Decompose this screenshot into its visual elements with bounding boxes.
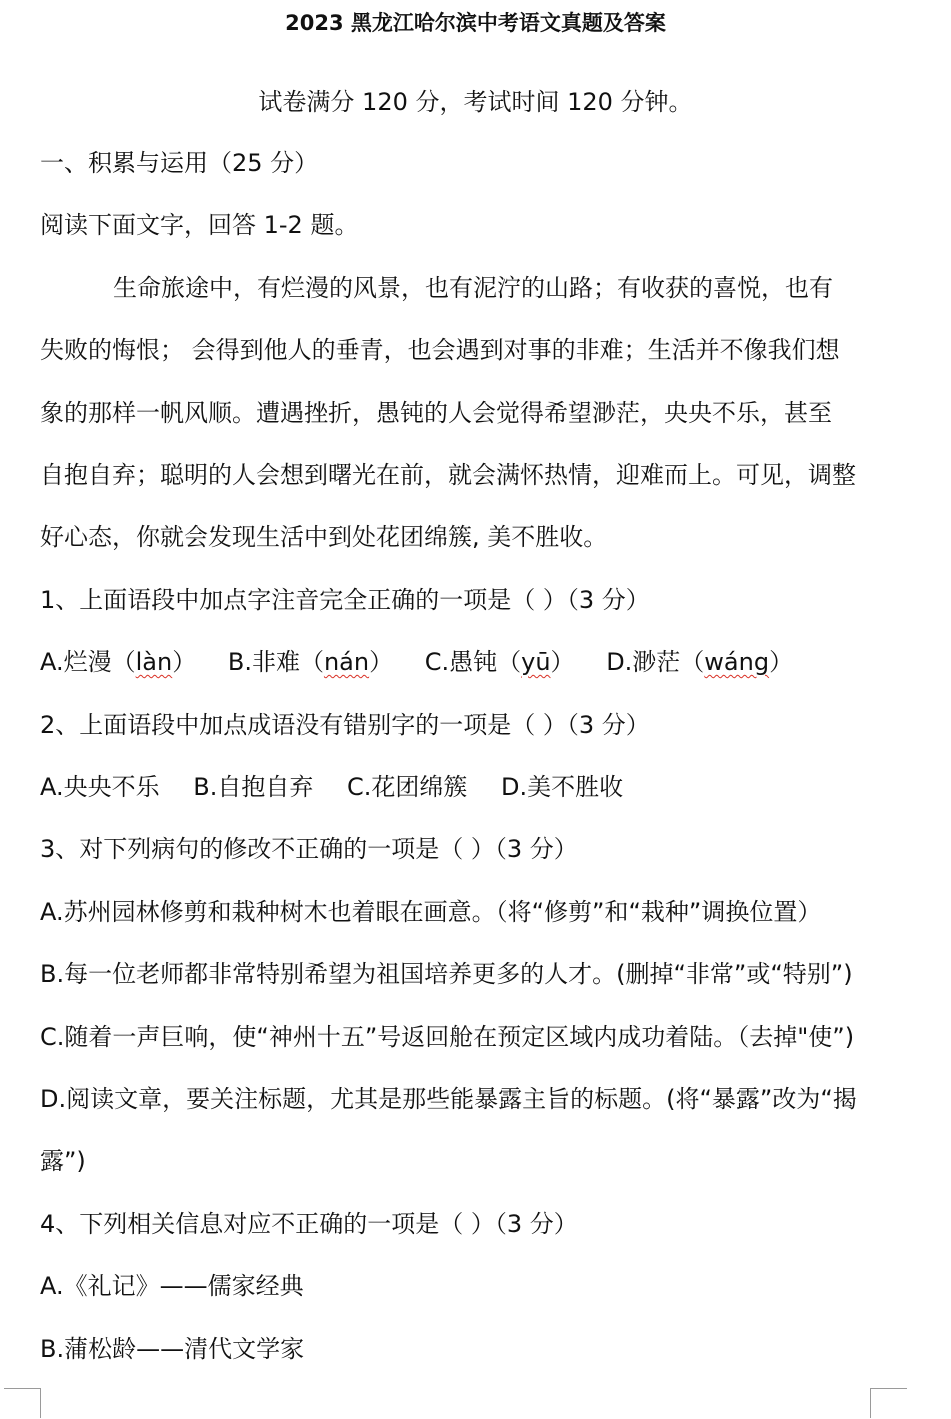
question-2-options xyxy=(0,772,951,802)
passage-line-2: 失败的悔恨； 会得到他人的垂青，也会遇到对事的非难；生活并不像我们想 xyxy=(40,336,840,364)
section-heading: 一、积累与运用（25 分） xyxy=(40,149,319,177)
question-3-option-c: C.随着一声巨响，使“神州十五”号返回舱在预定区域内成功着陆。（去掉"使”) xyxy=(40,1023,855,1051)
question-3-option-a: A.苏州园林修剪和栽种树木也着眼在画意。（将“修剪”和“栽种”调换位置） xyxy=(40,898,822,926)
question-1-options xyxy=(0,647,951,677)
option-a: A.央央不乐 xyxy=(40,773,160,801)
pinyin-a: làn xyxy=(135,648,173,676)
question-2-stem: 2、上面语段中加点成语没有错别字的一项是（ ）（3 分） xyxy=(40,711,650,739)
reading-instruction: 阅读下面文字，回答 1-2 题。 xyxy=(40,211,359,239)
option-c: C.花团绵簇 xyxy=(347,773,468,801)
question-3-stem: 3、对下列病句的修改不正确的一项是（ ）（3 分） xyxy=(40,835,578,863)
passage-line-5: 好心态，你就会发现生活中到处花团绵簇, 美不胜收。 xyxy=(40,523,608,551)
crop-mark-bottom-right xyxy=(870,1388,907,1418)
option-c: C.愚钝（yū） xyxy=(424,648,575,676)
question-4-option-b: B.蒲松龄——清代文学家 xyxy=(40,1335,305,1363)
question-3-option-d: D.阅读文章，要关注标题，尤其是那些能暴露主旨的标题。(将“暴露”改为“揭 xyxy=(40,1085,857,1113)
question-1-stem: 1、上面语段中加点字注音完全正确的一项是（ ）（3 分） xyxy=(40,586,650,614)
option-b: B.自抱自弃 xyxy=(193,773,314,801)
pinyin-b: nán xyxy=(323,648,370,676)
option-d: D.美不胜收 xyxy=(501,773,624,801)
question-3-option-d-cont: 露”) xyxy=(40,1147,86,1175)
passage-line-3: 象的那样一帆风顺。遭遇挫折，愚钝的人会觉得希望渺茫，央央不乐，甚至 xyxy=(40,399,832,427)
pinyin-d: wáng xyxy=(704,648,770,676)
exam-info: 试卷满分 120 分，考试时间 120 分钟。 xyxy=(258,88,693,116)
option-d: D.渺茫（wáng） xyxy=(606,648,794,676)
option-b: B.非难（nán） xyxy=(227,648,394,676)
crop-mark-bottom-left xyxy=(4,1388,41,1418)
passage-line-4: 自抱自弃；聪明的人会想到曙光在前，就会满怀热情，迎难而上。可见，调整 xyxy=(40,461,856,489)
passage-line-1: 生命旅途中，有烂漫的风景，也有泥泞的山路；有收获的喜悦，也有 xyxy=(113,274,833,302)
pinyin-c: yū xyxy=(521,648,551,676)
question-4-option-a: A.《礼记》——儒家经典 xyxy=(40,1272,304,1300)
document-title: 2023 黑龙江哈尔滨中考语文真题及答案 xyxy=(285,11,666,35)
option-a: A.烂漫（làn） xyxy=(40,648,197,676)
question-3-option-b: B.每一位老师都非常特别希望为祖国培养更多的人才。(删掉“非常”或“特别”) xyxy=(40,960,853,988)
question-4-stem: 4、下列相关信息对应不正确的一项是（ ）（3 分） xyxy=(40,1210,578,1238)
